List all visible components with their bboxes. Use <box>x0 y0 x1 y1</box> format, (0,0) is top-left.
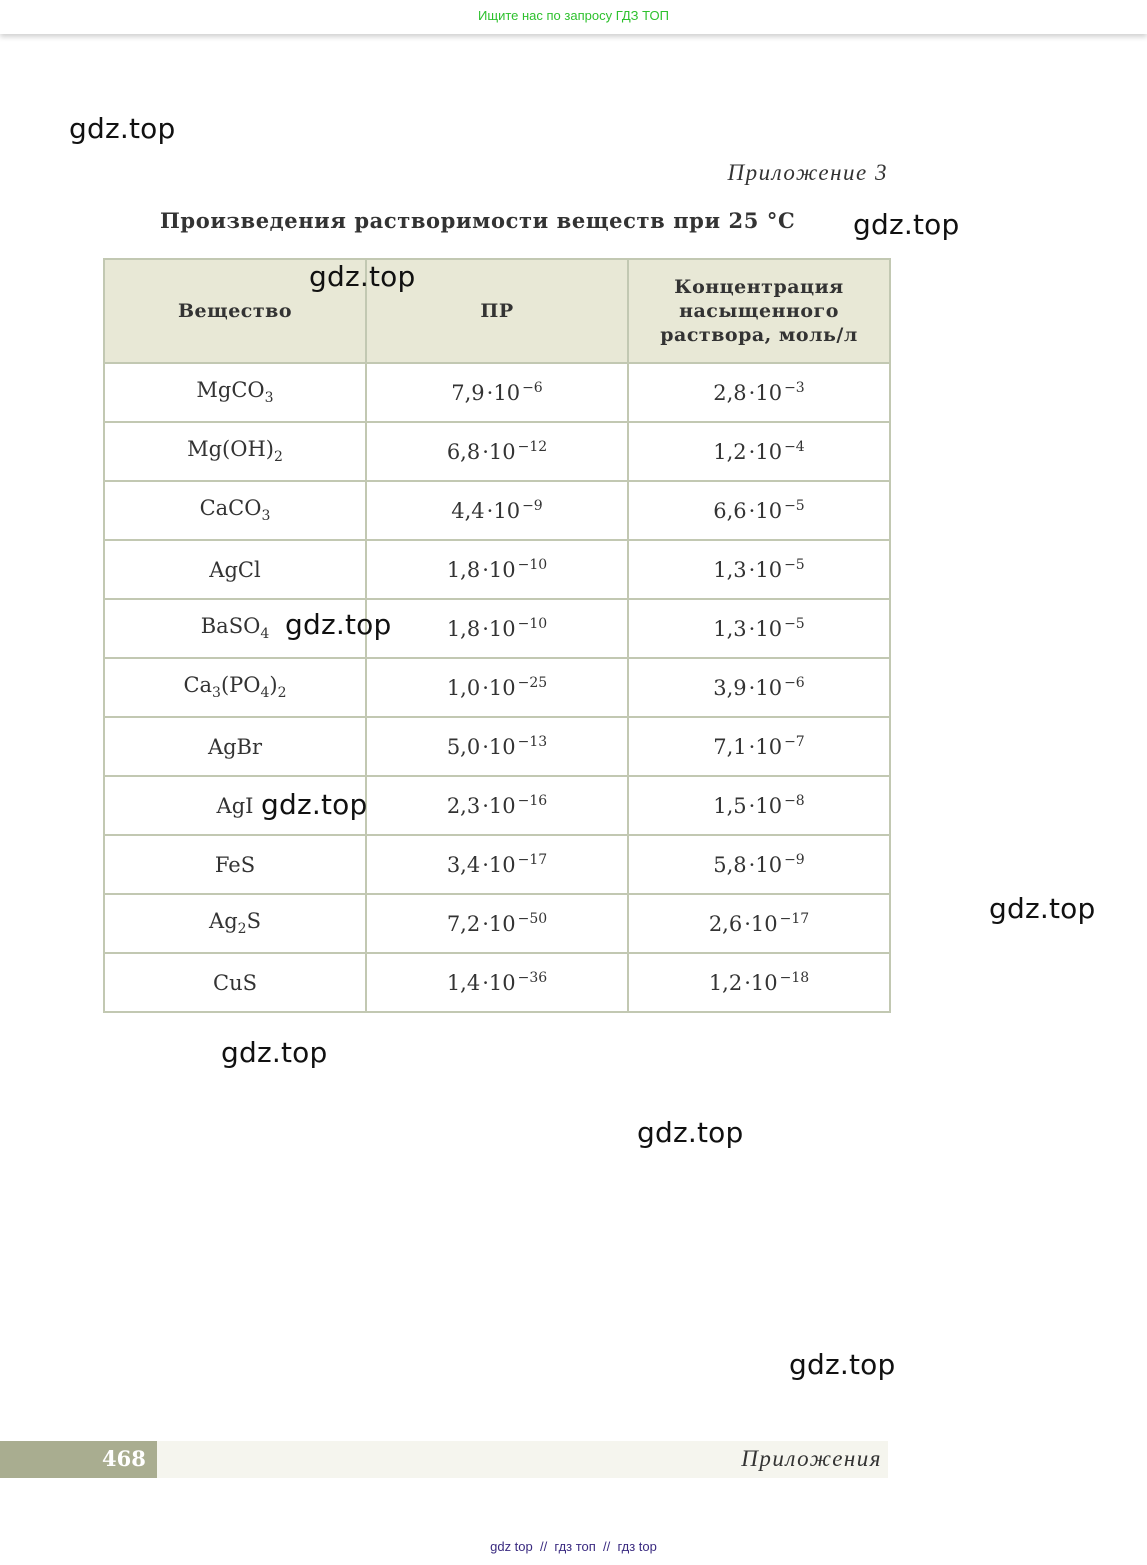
table-header-row <box>104 259 890 363</box>
times-ten: ·10 <box>482 617 516 641</box>
concentration-cell <box>628 776 890 835</box>
concentration-exponent: −7 <box>784 734 805 750</box>
formula-base: AgI <box>216 793 254 818</box>
substance-cell <box>104 422 366 481</box>
ksp-cell <box>366 422 628 481</box>
concentration-exponent: −9 <box>784 852 805 868</box>
concentration-cell <box>628 363 890 422</box>
times-ten: ·10 <box>748 735 783 759</box>
header-concentration <box>628 259 890 363</box>
ksp-mantissa: 1,0 <box>446 676 481 700</box>
ksp-cell <box>366 540 628 599</box>
ksp-cell <box>366 599 628 658</box>
concentration-cell <box>628 540 890 599</box>
ksp-mantissa: 6,8 <box>446 440 481 464</box>
substance-cell <box>104 540 366 599</box>
concentration-mantissa: 7,1 <box>713 735 747 759</box>
formula-subscript: 3 <box>261 508 271 525</box>
ksp-cell <box>366 835 628 894</box>
concentration-cell <box>628 599 890 658</box>
substance-cell <box>104 481 366 540</box>
table-row <box>104 422 890 481</box>
concentration-mantissa: 1,3 <box>713 558 747 582</box>
times-ten: ·10 <box>482 676 516 700</box>
ksp-cell <box>366 363 628 422</box>
concentration-exponent: −3 <box>784 380 805 396</box>
ksp-exponent: −13 <box>517 734 548 750</box>
times-ten: ·10 <box>748 853 783 877</box>
header-ksp: ПР <box>366 259 628 363</box>
formula-base: BaSO <box>200 614 261 639</box>
ksp-mantissa: 5,0 <box>446 735 481 759</box>
concentration-mantissa: 2,8 <box>713 381 747 405</box>
ksp-exponent: −9 <box>522 498 543 514</box>
concentration-cell <box>628 658 890 717</box>
ksp-exponent: −12 <box>517 439 548 455</box>
ksp-cell <box>366 658 628 717</box>
substance-cell <box>104 835 366 894</box>
times-ten: ·10 <box>748 440 783 464</box>
formula-subscript: 3 <box>212 685 221 702</box>
formula-subscript: 4 <box>260 626 270 643</box>
ksp-cell <box>366 717 628 776</box>
concentration-exponent: −5 <box>784 498 805 514</box>
ksp-mantissa: 1,4 <box>446 971 481 995</box>
substance-cell <box>104 658 366 717</box>
concentration-mantissa: 1,5 <box>713 794 747 818</box>
concentration-exponent: −5 <box>784 616 805 632</box>
concentration-exponent: −18 <box>779 970 810 986</box>
concentration-cell <box>628 481 890 540</box>
substance-cell <box>104 894 366 953</box>
table-row <box>104 481 890 540</box>
concentration-mantissa: 1,2 <box>713 440 747 464</box>
times-ten: ·10 <box>482 440 516 464</box>
concentration-cell <box>628 835 890 894</box>
times-ten: ·10 <box>482 794 516 818</box>
ksp-exponent: −16 <box>517 793 548 809</box>
concentration-cell <box>628 894 890 953</box>
table-row <box>104 540 890 599</box>
times-ten: ·10 <box>482 912 516 936</box>
formula-base: Mg(OH) <box>187 437 274 462</box>
footer-section-bar <box>157 1441 888 1478</box>
table-body <box>104 363 890 1012</box>
ksp-cell <box>366 894 628 953</box>
concentration-exponent: −5 <box>784 557 805 573</box>
ksp-exponent: −50 <box>517 911 548 927</box>
bottom-links-text[interactable]: gdz top // гдз топ // гдз top <box>490 1539 657 1554</box>
search-banner-text: Ищите нас по запросу ГДЗ ТОП <box>478 8 669 23</box>
watermark: gdz.top <box>221 1036 328 1069</box>
watermark: gdz.top <box>637 1116 744 1149</box>
bottom-links[interactable] <box>0 1539 1147 1554</box>
watermark: gdz.top <box>789 1348 896 1381</box>
formula-subscript: 2 <box>277 685 287 702</box>
substance-cell <box>104 363 366 422</box>
ksp-cell <box>366 776 628 835</box>
concentration-exponent: −8 <box>784 793 805 809</box>
page-number: 468 <box>102 1446 146 1471</box>
times-ten: ·10 <box>482 971 516 995</box>
times-ten: ·10 <box>748 499 783 523</box>
concentration-mantissa: 5,8 <box>713 853 747 877</box>
ksp-cell <box>366 953 628 1012</box>
watermark: gdz.top <box>285 608 392 641</box>
formula-part: ) <box>269 673 278 698</box>
formula-base: Ca <box>183 673 213 698</box>
formula-base: AgBr <box>207 734 263 759</box>
formula-base: AgCl <box>209 557 261 582</box>
ksp-exponent: −36 <box>517 970 548 986</box>
times-ten: ·10 <box>748 558 783 582</box>
formula-base: Ag <box>209 909 238 934</box>
concentration-mantissa: 2,6 <box>708 912 743 936</box>
formula-base: CuS <box>213 970 257 995</box>
formula-base: MgCO <box>196 378 265 403</box>
ksp-exponent: −10 <box>517 557 548 573</box>
table-row <box>104 658 890 717</box>
ksp-mantissa: 2,3 <box>446 794 481 818</box>
watermark: gdz.top <box>69 112 176 145</box>
table-row <box>104 599 890 658</box>
concentration-cell <box>628 717 890 776</box>
times-ten: ·10 <box>748 381 783 405</box>
substance-cell <box>104 953 366 1012</box>
times-ten: ·10 <box>482 853 516 877</box>
appendix-label: Приложение 3 <box>727 160 888 185</box>
ksp-exponent: −17 <box>517 852 548 868</box>
ksp-exponent: −6 <box>522 380 543 396</box>
concentration-exponent: −6 <box>784 675 805 691</box>
concentration-mantissa: 1,2 <box>708 971 743 995</box>
times-ten: ·10 <box>482 735 516 759</box>
formula-subscript: 4 <box>260 685 270 702</box>
ksp-exponent: −10 <box>517 616 548 632</box>
times-ten: ·10 <box>748 676 783 700</box>
substance-cell <box>104 717 366 776</box>
footer-section: Приложения <box>741 1446 882 1471</box>
formula-base: CaCO <box>199 496 262 521</box>
ksp-cell <box>366 481 628 540</box>
table-row <box>104 363 890 422</box>
ksp-mantissa: 4,4 <box>451 499 485 523</box>
formula-subscript: 2 <box>237 921 247 938</box>
watermark: gdz.top <box>853 208 960 241</box>
search-banner <box>0 0 1147 34</box>
concentration-cell <box>628 422 890 481</box>
times-ten: ·10 <box>744 912 778 936</box>
page-title: Произведения растворимости веществ при 25 °С <box>160 208 796 233</box>
formula-part: S <box>246 909 261 934</box>
page-number-box <box>0 1441 157 1478</box>
table-row <box>104 953 890 1012</box>
solubility-table <box>103 258 891 1013</box>
formula-part: (PO <box>220 673 261 698</box>
table-row <box>104 717 890 776</box>
table-row <box>104 835 890 894</box>
concentration-mantissa: 1,3 <box>713 617 747 641</box>
header-substance: Вещество <box>104 259 366 363</box>
table-row <box>104 776 890 835</box>
concentration-mantissa: 3,9 <box>713 676 747 700</box>
ksp-mantissa: 7,9 <box>451 381 485 405</box>
ksp-mantissa: 7,2 <box>446 912 481 936</box>
times-ten: ·10 <box>482 558 516 582</box>
ksp-mantissa: 1,8 <box>446 617 481 641</box>
watermark: gdz.top <box>261 788 368 821</box>
ksp-mantissa: 3,4 <box>446 853 481 877</box>
concentration-cell <box>628 953 890 1012</box>
formula-subscript: 2 <box>273 449 283 466</box>
concentration-exponent: −17 <box>779 911 810 927</box>
times-ten: ·10 <box>486 499 521 523</box>
times-ten: ·10 <box>486 381 521 405</box>
header-concentration-text: Концентрация насыщенного раствора, моль/л <box>660 276 858 346</box>
times-ten: ·10 <box>748 794 783 818</box>
times-ten: ·10 <box>748 617 783 641</box>
watermark: gdz.top <box>989 892 1096 925</box>
concentration-exponent: −4 <box>784 439 805 455</box>
table-row <box>104 894 890 953</box>
concentration-mantissa: 6,6 <box>713 499 747 523</box>
ksp-exponent: −25 <box>517 675 548 691</box>
formula-subscript: 3 <box>264 390 274 407</box>
watermark: gdz.top <box>309 260 416 293</box>
ksp-mantissa: 1,8 <box>446 558 481 582</box>
formula-base: FeS <box>214 852 256 877</box>
times-ten: ·10 <box>744 971 778 995</box>
